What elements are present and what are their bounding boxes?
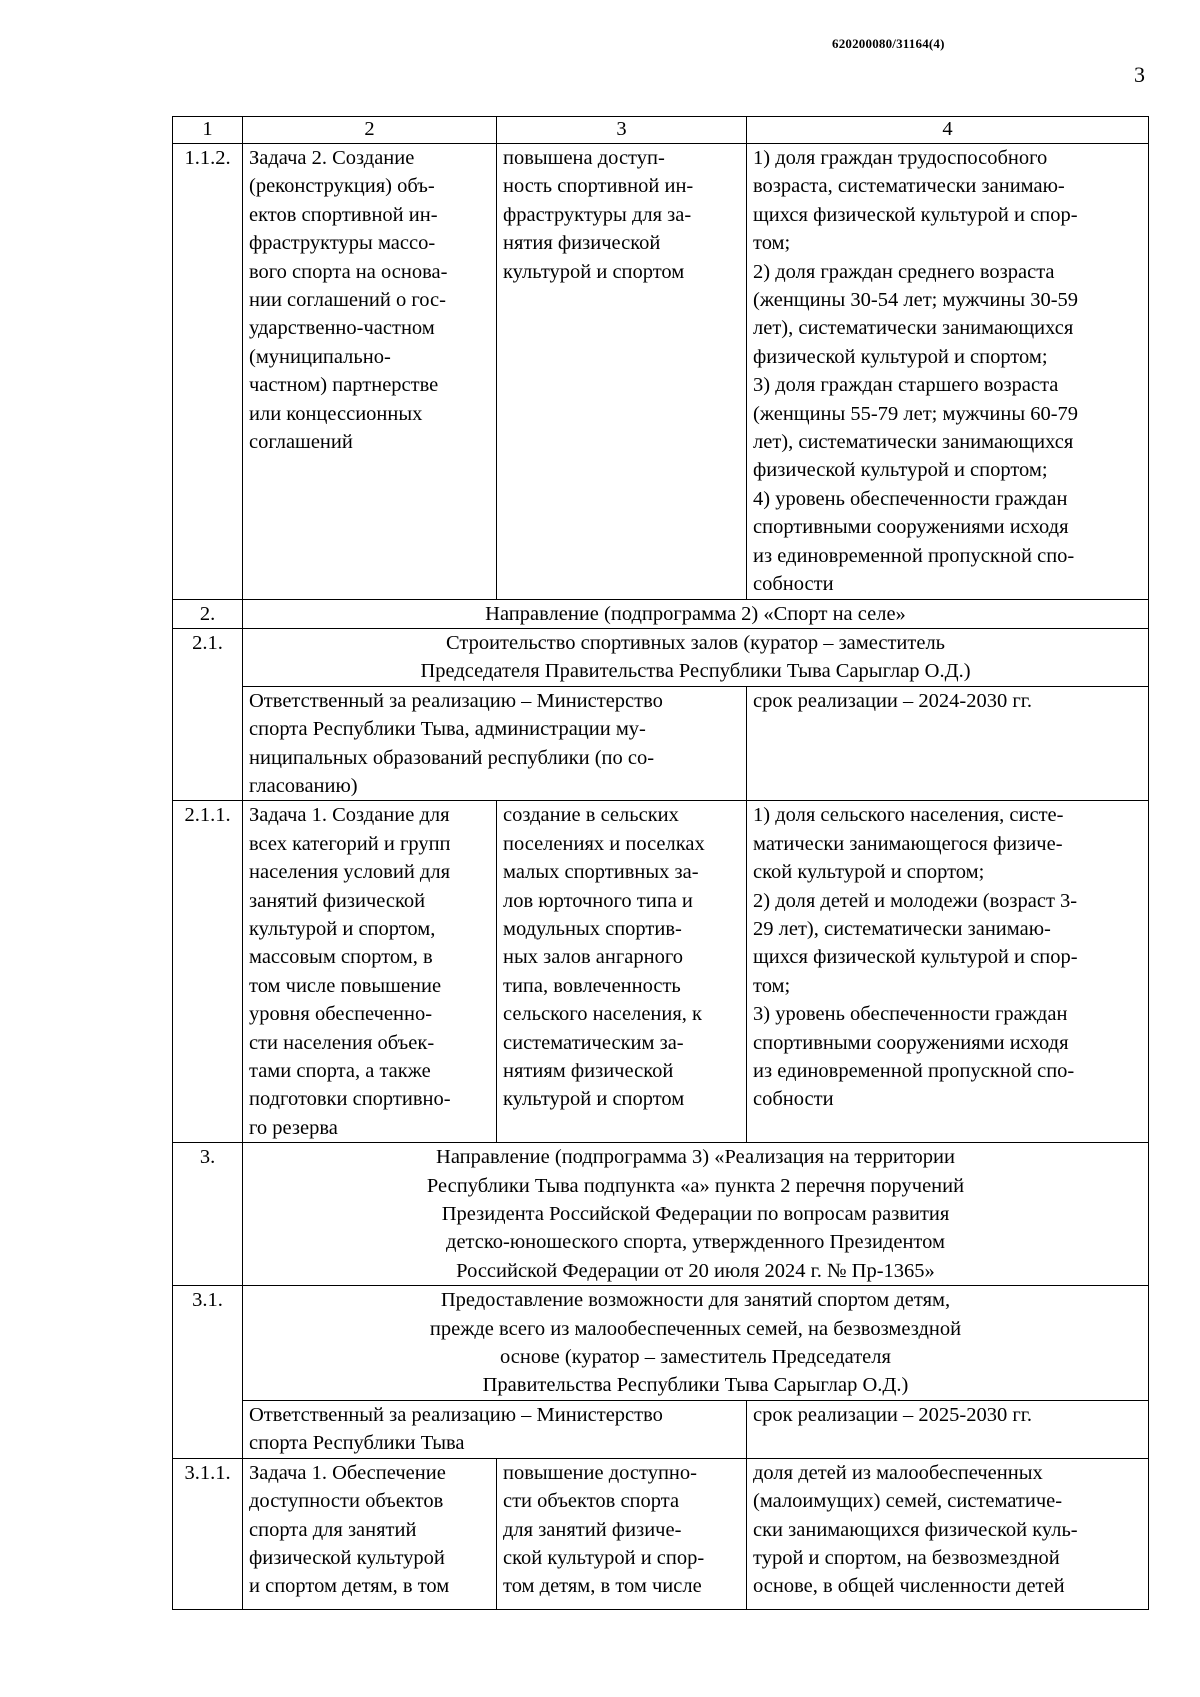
text-line: ударственно-частном	[249, 317, 435, 340]
text-line: для занятий физиче-	[503, 1518, 682, 1541]
text-line: возраста, систематически занимаю-	[753, 175, 1065, 198]
text-line: гласованию)	[249, 774, 358, 797]
text-line: спорта Республики Тыва	[249, 1432, 465, 1455]
text-line: из единовременной пропускной спо-	[753, 1060, 1075, 1082]
expected-result-cell	[497, 144, 747, 600]
text-line: детско-юношеского спорта, утвержденного Президентом	[446, 1231, 945, 1254]
text-line: 3) уровень обеспеченности граждан	[753, 1003, 1068, 1026]
section-title	[243, 1286, 1149, 1401]
text-line: физической культурой и спортом;	[753, 345, 1048, 368]
text-line: том числе повышение	[249, 974, 442, 997]
row-number: 1.1.2.	[173, 144, 243, 600]
section-row	[173, 628, 1149, 686]
text-line: спорта для занятий	[249, 1518, 417, 1541]
section-row	[173, 1143, 1149, 1286]
text-line: лов юрточного типа и	[503, 889, 693, 912]
section-number: 2.	[173, 599, 243, 628]
task-description-cell	[243, 801, 497, 1143]
section-number: 3.1.	[173, 1286, 243, 1458]
row-number: 2.1.1.	[173, 801, 243, 1143]
expected-result-cell	[497, 1458, 747, 1609]
text-line: подготовки спортивно-	[249, 1088, 451, 1111]
text-line: всех категорий и групп	[249, 832, 451, 855]
text-line: 4) уровень обеспеченности граждан	[753, 487, 1068, 510]
implementation-period-cell	[747, 686, 1149, 801]
document-registration-number: 620200080/31164(4)	[832, 36, 945, 51]
text-line: ных залов ангарного	[503, 946, 683, 969]
text-line: Президента Российской Федерации по вопросам развития	[441, 1203, 950, 1226]
column-header: 3	[497, 117, 747, 144]
text-line: 2) доля граждан среднего возраста	[753, 260, 1055, 283]
task-row	[173, 1458, 1149, 1609]
text-line: Задача 1. Обеспечение	[249, 1461, 446, 1484]
task-description-cell	[243, 1458, 497, 1609]
text-line: основе, в общей численности детей	[753, 1575, 1065, 1598]
text-line: из единовременной пропускной спо-	[753, 544, 1075, 567]
text-line: том детям, в том числе	[503, 1575, 702, 1598]
text-line: систематическим за-	[503, 1031, 684, 1054]
text-line: спорта Республики Тыва, администрации му-	[249, 718, 646, 741]
text-line: модульных спортив-	[503, 917, 682, 940]
text-line: Направление (подпрограмма 3) «Реализация на территории	[436, 1146, 955, 1169]
text-line: собности	[753, 573, 834, 596]
text-line: культурой и спортом	[503, 1088, 685, 1111]
text-line: культурой и спортом	[503, 260, 685, 283]
text-line: ектов спортивной ин-	[249, 203, 438, 226]
text-line: вого спорта на основа-	[249, 260, 448, 283]
text-line: доступности объектов	[249, 1490, 444, 1513]
indicator-cell	[747, 1458, 1149, 1609]
text-line: ски занимающихся физической куль-	[753, 1518, 1078, 1541]
program-structure-table	[172, 116, 1149, 1610]
text-line: го резерва	[249, 1116, 338, 1139]
text-line: массовым спортом, в	[249, 946, 433, 969]
text-line: Задача 2. Создание	[249, 147, 415, 169]
indicator-cell	[747, 144, 1149, 600]
section-title	[243, 1143, 1149, 1286]
expected-result-cell	[497, 801, 747, 1143]
text-line: 3) доля граждан старшего возраста	[753, 374, 1059, 397]
text-line: уровня обеспеченно-	[249, 1003, 433, 1026]
page-number: 3	[1134, 62, 1145, 87]
text-line: лет), систематически занимающихся	[753, 431, 1074, 454]
text-line: физической культурой и спортом;	[753, 459, 1048, 482]
text-line: физической культурой	[249, 1546, 445, 1569]
text-line: и спортом детям, в том	[249, 1575, 450, 1598]
text-line: срок реализации – 2025-2030 гг.	[753, 1403, 1032, 1426]
implementation-period-cell	[747, 1400, 1149, 1458]
text-line: Строительство спортивных залов (куратор – заместитель	[445, 631, 946, 654]
text-line: создание в сельских	[503, 804, 679, 827]
column-header: 1	[173, 117, 243, 144]
text-line: занятий физической	[249, 889, 426, 912]
text-line: Правительства Республики Тыва Сарыглар О.Д.)	[482, 1374, 909, 1397]
text-line: тами спорта, а также	[249, 1060, 431, 1082]
section-row	[173, 1286, 1149, 1401]
column-header: 4	[747, 117, 1149, 144]
text-line: прежде всего из малообеспеченных семей, на безвозмездной	[429, 1317, 962, 1340]
task-description-cell	[243, 144, 497, 600]
row-number: 3.1.1.	[173, 1458, 243, 1609]
text-line: основе (куратор – заместитель Председателя	[500, 1346, 891, 1369]
text-line: матически занимающегося физиче-	[753, 832, 1063, 855]
text-line: доля детей из малообеспеченных	[753, 1461, 1043, 1484]
text-line: частном) партнерстве	[249, 374, 439, 397]
task-row	[173, 144, 1149, 600]
text-line: (реконструкция) объ-	[249, 175, 435, 198]
text-line: Ответственный за реализацию – Министерство	[249, 1403, 663, 1426]
text-line: Республики Тыва подпункта «а» пункта 2 перечня поручений	[426, 1174, 965, 1197]
text-line: нятиям физической	[503, 1060, 674, 1082]
responsibility-row	[173, 686, 1149, 801]
text-line: том;	[753, 974, 791, 997]
responsible-party-cell	[243, 1400, 747, 1458]
text-line: щихся физической культурой и спор-	[753, 203, 1078, 226]
section-title	[243, 628, 1149, 686]
text-line: собности	[753, 1088, 834, 1111]
text-line: сти объектов спорта	[503, 1490, 680, 1513]
section-number: 2.1.	[173, 628, 243, 800]
text-line: Предоставление возможности для занятий спортом детям,	[440, 1289, 951, 1312]
text-line: соглашений	[249, 431, 353, 454]
text-line: сельского населения, к	[503, 1003, 702, 1026]
text-line: 29 лет), систематически занимаю-	[753, 917, 1051, 940]
responsibility-row	[173, 1400, 1149, 1458]
column-header: 2	[243, 117, 497, 144]
text-line: ской культурой и спор-	[503, 1546, 705, 1569]
text-line: фраструктуры массо-	[249, 232, 436, 255]
text-line: Направление (подпрограмма 2) «Спорт на селе»	[485, 602, 906, 625]
text-line: или концессионных	[249, 402, 423, 425]
text-line: поселениях и поселках	[503, 832, 705, 855]
text-line: Председателя Правительства Республики Тыва Сарыглар О.Д.)	[420, 660, 971, 683]
text-line: том;	[753, 232, 791, 255]
text-line: малых спортивных за-	[503, 861, 699, 884]
text-line: (муниципально-	[249, 345, 391, 368]
table-header-row	[173, 117, 1149, 144]
text-line: нятия физической	[503, 232, 661, 255]
text-line: 1) доля граждан трудоспособного	[753, 147, 1048, 169]
table-body	[173, 117, 1149, 1610]
text-line: спортивными сооружениями исходя	[753, 516, 1069, 539]
text-line: (малоимущих) семей, систематиче-	[753, 1490, 1063, 1513]
text-line: повышена доступ-	[503, 147, 665, 169]
text-line: щихся физической культурой и спор-	[753, 946, 1078, 969]
text-line: Российской Федерации от 20 июля 2024 г. № Пр-1365»	[456, 1259, 935, 1282]
text-line: Ответственный за реализацию – Министерство	[249, 689, 663, 712]
section-title	[243, 599, 1149, 628]
task-row	[173, 801, 1149, 1143]
text-line: ность спортивной ин-	[503, 175, 694, 198]
text-line: 2) доля детей и молодежи (возраст 3-	[753, 889, 1078, 912]
text-line: повышение доступно-	[503, 1461, 697, 1484]
text-line: (женщины 30-54 лет; мужчины 30-59	[753, 289, 1079, 312]
text-line: ниципальных образований республики (по со-	[249, 746, 655, 769]
text-line: ской культурой и спортом;	[753, 861, 985, 884]
text-line: фраструктуры для за-	[503, 203, 692, 226]
text-line: спортивными сооружениями исходя	[753, 1031, 1069, 1054]
text-line: типа, вовлеченность	[503, 974, 681, 997]
text-line: Задача 1. Создание для	[249, 804, 450, 827]
responsible-party-cell	[243, 686, 747, 801]
text-line: срок реализации – 2024-2030 гг.	[753, 689, 1032, 712]
text-line: культурой и спортом,	[249, 917, 436, 940]
section-number: 3.	[173, 1143, 243, 1286]
text-line: 1) доля сельского населения, систе-	[753, 804, 1064, 827]
text-line: сти населения объек-	[249, 1031, 435, 1054]
text-line: нии соглашений о гос-	[249, 289, 446, 312]
text-line: лет), систематически занимающихся	[753, 317, 1074, 340]
text-line: (женщины 55-79 лет; мужчины 60-79	[753, 402, 1079, 425]
section-row	[173, 599, 1149, 628]
text-line: населения условий для	[249, 861, 451, 884]
text-line: турой и спортом, на безвозмездной	[753, 1546, 1060, 1569]
indicator-cell	[747, 801, 1149, 1143]
